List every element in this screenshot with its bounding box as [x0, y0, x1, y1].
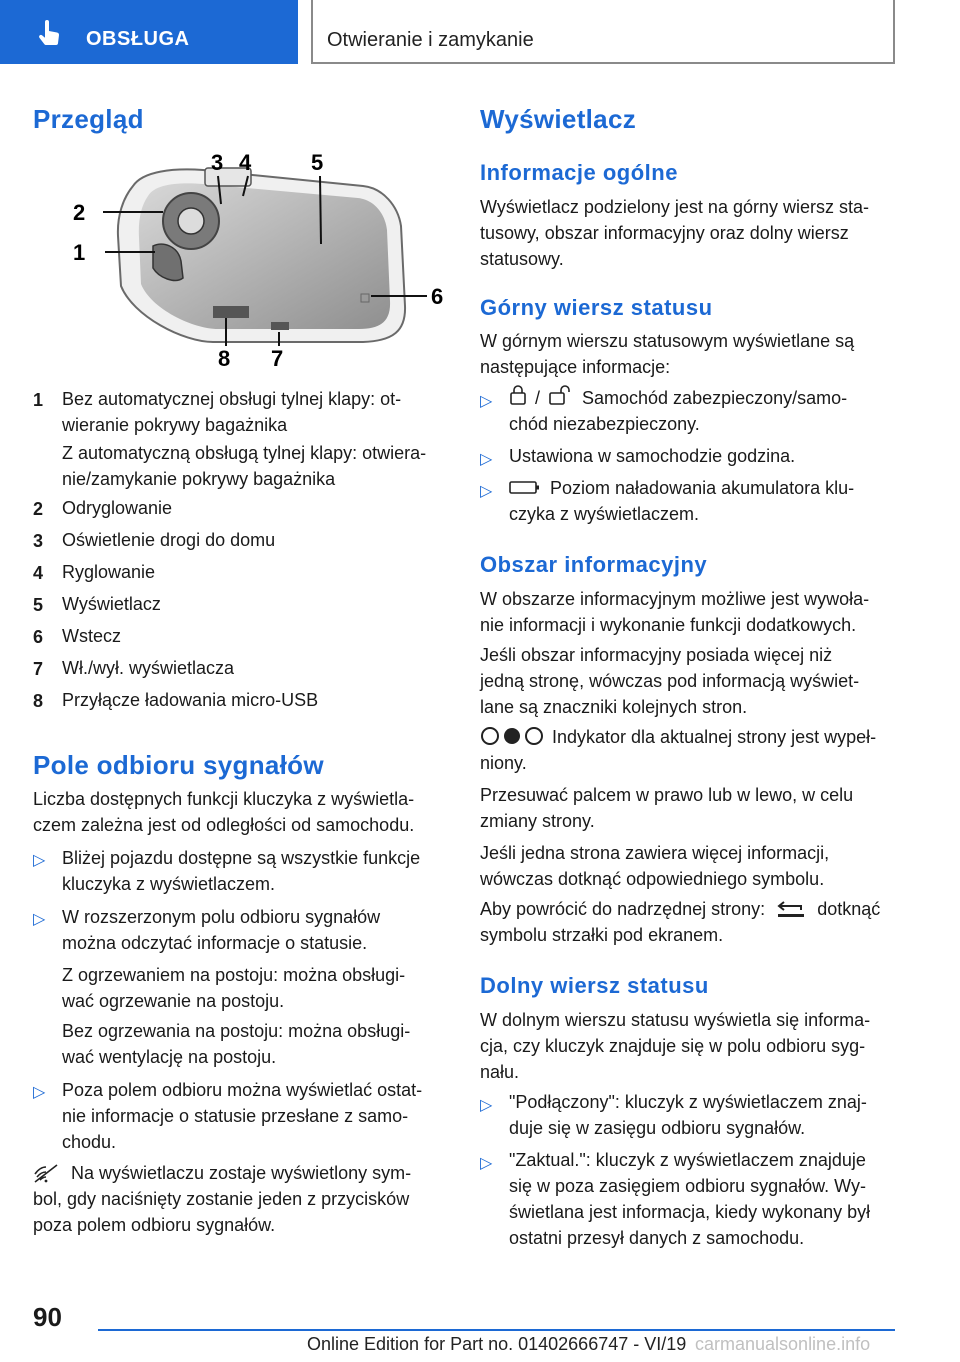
bullet-text [509, 1147, 870, 1251]
triangle-right-icon: ▷ [480, 451, 493, 468]
text-line: ostatni przesył danych z samochodu. [509, 1228, 805, 1248]
text-line: bol, gdy naciśnięty zostanie jeden z przycisków [33, 1189, 410, 1209]
text-line: Przesuwać palcem w prawo lub w lewo, w celu [480, 785, 854, 805]
text-line: Bez ogrzewania na postoju: można obsługi- [62, 1021, 411, 1041]
item-text: Wstecz [62, 626, 122, 646]
top-status-intro [480, 328, 854, 380]
back-arrow-icon [774, 900, 808, 920]
triangle-right-icon: ▷ [33, 1084, 46, 1101]
text-line: Indykator dla aktualnej strony jest wypeł- [552, 727, 877, 747]
figure-label: 7 [271, 346, 284, 371]
heading-general-info: Informacje ogólne [480, 160, 678, 185]
text-line: lane są znaczniki kolejnych stron. [480, 697, 748, 717]
figure-label: 2 [73, 200, 86, 225]
footer-watermark: carmanualsonline.info [695, 1334, 871, 1354]
text-line: następujące informacje: [480, 357, 671, 377]
text-line: W obszarze informacyjnym możliwe jest wywoła- [480, 589, 870, 609]
text-line: tusowy, obszar informacyjny oraz dolny wiersz [480, 223, 849, 243]
bullet-text [509, 475, 854, 527]
text-line: W rozszerzonym polu odbioru sygnałów [62, 907, 381, 927]
note-text [33, 1160, 411, 1238]
item-text: Odryglowanie [62, 498, 173, 518]
text-line: nie informacje o statusie przesłane z samo- [62, 1106, 409, 1126]
text-line: "Zaktual.": kluczyk z wyświetlaczem znajduje [509, 1150, 866, 1170]
triangle-right-icon: ▷ [480, 1097, 493, 1114]
info-text-6 [480, 896, 880, 948]
bullet-text: Ustawiona w samochodzie godzina. [509, 446, 796, 466]
triangle-right-icon: ▷ [480, 1155, 493, 1172]
hand-pointer-icon [36, 20, 62, 46]
figure-label: 8 [218, 346, 231, 371]
figure-label: 4 [239, 150, 252, 175]
bullet-text [509, 385, 847, 437]
bullet-text [62, 1077, 422, 1155]
figure-label: 3 [211, 150, 224, 175]
item-number: 8 [33, 691, 44, 711]
text-line: Na wyświetlaczu zostaje wyświetlony sym- [71, 1163, 412, 1183]
text-line: W górnym wierszu statusowym wyświetlane są [480, 331, 855, 351]
item-number: 6 [33, 627, 44, 647]
text-line: Liczba dostępnych funkcji kluczyka z wyświetla- [33, 789, 415, 809]
text-line: kluczyka z wyświetlaczem. [62, 874, 276, 894]
item-number: 4 [33, 563, 44, 583]
item-number: 1 [33, 390, 44, 410]
heading-overview: Przegląd [33, 104, 144, 134]
figure-label: 5 [311, 150, 324, 175]
text-line: wówczas dotknąć odpowiedniego symbolu. [480, 869, 825, 889]
text-line: "Podłączony": kluczyk z wyświetlaczem znaj- [509, 1092, 867, 1112]
general-text [480, 194, 869, 272]
text-line: świetlana jest informacja, kiedy wykonany był [509, 1202, 871, 1222]
header-chapter-box [311, 0, 895, 64]
bullet-subtext [62, 962, 405, 1014]
bottom-status-intro [480, 1007, 870, 1085]
text-line: Poza polem odbioru można wyświetlać ostat- [62, 1080, 423, 1100]
item-number: 2 [33, 499, 44, 519]
item-text [62, 386, 401, 438]
text-line: Jeśli jedna strona zawiera więcej informacji, [480, 843, 830, 863]
text-line: poza polem odbioru sygnałów. [33, 1215, 276, 1235]
item-line: wieranie pokrywy bagażnika [62, 415, 288, 435]
heading-display: Wyświetlacz [480, 104, 636, 134]
info-text-1 [480, 586, 869, 638]
text-line: chód niezabezpieczony. [509, 414, 700, 434]
text-line: Jeśli obszar informacyjny posiada więcej niż [480, 645, 833, 665]
bullet-text [62, 845, 420, 897]
triangle-right-icon: ▷ [480, 393, 493, 410]
text-line: zmiany strony. [480, 811, 595, 831]
text-line: można odczytać informacje o statusie. [62, 933, 368, 953]
item-text: Wł./wył. wyświetlacza [62, 658, 235, 678]
item-line: Bez automatycznej obsługi tylnej klapy: ot- [62, 389, 402, 409]
signal-intro [33, 786, 414, 838]
key-fob-illustration [63, 146, 453, 376]
text-line: cja, czy kluczyk znajduje się w polu odbioru syg- [480, 1036, 866, 1056]
text-fragment: Aby powrócić do nadrzędnej strony: [480, 899, 766, 919]
text-line: symbolu strzałki pod ekranem. [480, 925, 724, 945]
text-line: statusowy. [480, 249, 564, 269]
text-line: Poziom naładowania akumulatora klu- [550, 478, 855, 498]
item-number: 5 [33, 595, 44, 615]
info-text-4 [480, 782, 853, 834]
figure-label: 6 [431, 284, 444, 309]
text-line: nału. [480, 1062, 520, 1082]
header-chapter-label: Otwieranie i zamykanie [327, 29, 534, 51]
item-number: 7 [33, 659, 44, 679]
heading-bottom-status: Dolny wiersz statusu [480, 973, 709, 998]
item-text: Oświetlenie drogi do domu [62, 530, 276, 550]
heading-signal-field: Pole odbioru sygnałów [33, 750, 324, 780]
heading-info-area: Obszar informacyjny [480, 552, 708, 577]
footer-edition: Online Edition for Part no. 01402666747 - VI/19 [307, 1334, 687, 1354]
text-line: czyka z wyświetlaczem. [509, 504, 700, 524]
figure-label: 1 [73, 240, 86, 265]
text-line: się w poza zasięgiem odbioru sygnałów. Wy- [509, 1176, 867, 1196]
info-text-2 [480, 642, 859, 720]
text-line: chodu. [62, 1132, 117, 1152]
text-line: niony. [480, 753, 527, 773]
triangle-right-icon: ▷ [33, 852, 46, 869]
text-line: wać ogrzewanie na postoju. [62, 991, 285, 1011]
lock-separator: / [535, 388, 541, 408]
bullet-subtext [62, 1018, 410, 1070]
header-section-label: OBSŁUGA [86, 28, 190, 50]
triangle-right-icon: ▷ [33, 911, 46, 928]
bullet-text [62, 904, 380, 956]
text-line: Wyświetlacz podzielony jest na górny wiersz sta- [480, 197, 869, 217]
text-line: jedną stronę, wówczas pod informacją wyświet- [480, 671, 860, 691]
text-line: nie informacji i wykonanie funkcji dodatkowych. [480, 615, 857, 635]
item-line: Z automatyczną obsługą tylnej klapy: otwiera- [62, 443, 427, 463]
item-text: Wyświetlacz [62, 594, 161, 614]
text-fragment: dotknąć [817, 899, 881, 919]
triangle-right-icon: ▷ [480, 483, 493, 500]
text-line: Z ogrzewaniem na postoju: można obsługi- [62, 965, 406, 985]
item-text [62, 440, 426, 492]
header-section-tab [0, 0, 298, 64]
info-text-5 [480, 840, 829, 892]
text-line: duje się w zasięgu odbioru sygnałów. [509, 1118, 806, 1138]
bullet-text [509, 1089, 867, 1141]
item-text: Ryglowanie [62, 562, 156, 582]
item-text: Przyłącze ładowania micro-USB [62, 690, 319, 710]
item-number: 3 [33, 531, 44, 551]
text-line: wać wentylację na postoju. [62, 1047, 277, 1067]
text-line: W dolnym wierszu statusu wyświetla się informa- [480, 1010, 871, 1030]
heading-top-status: Górny wiersz statusu [480, 295, 713, 320]
text-line: czem zależna jest od odległości od samochodu. [33, 815, 415, 835]
page-number: 90 [33, 1302, 62, 1332]
info-text-3 [480, 724, 876, 776]
text-line: Samochód zabezpieczony/samo- [582, 388, 848, 408]
text-line: Bliżej pojazdu dostępne są wszystkie funkcje [62, 848, 421, 868]
item-line: nie/zamykanie pokrywy bagażnika [62, 469, 336, 489]
footer-divider [98, 1329, 895, 1331]
